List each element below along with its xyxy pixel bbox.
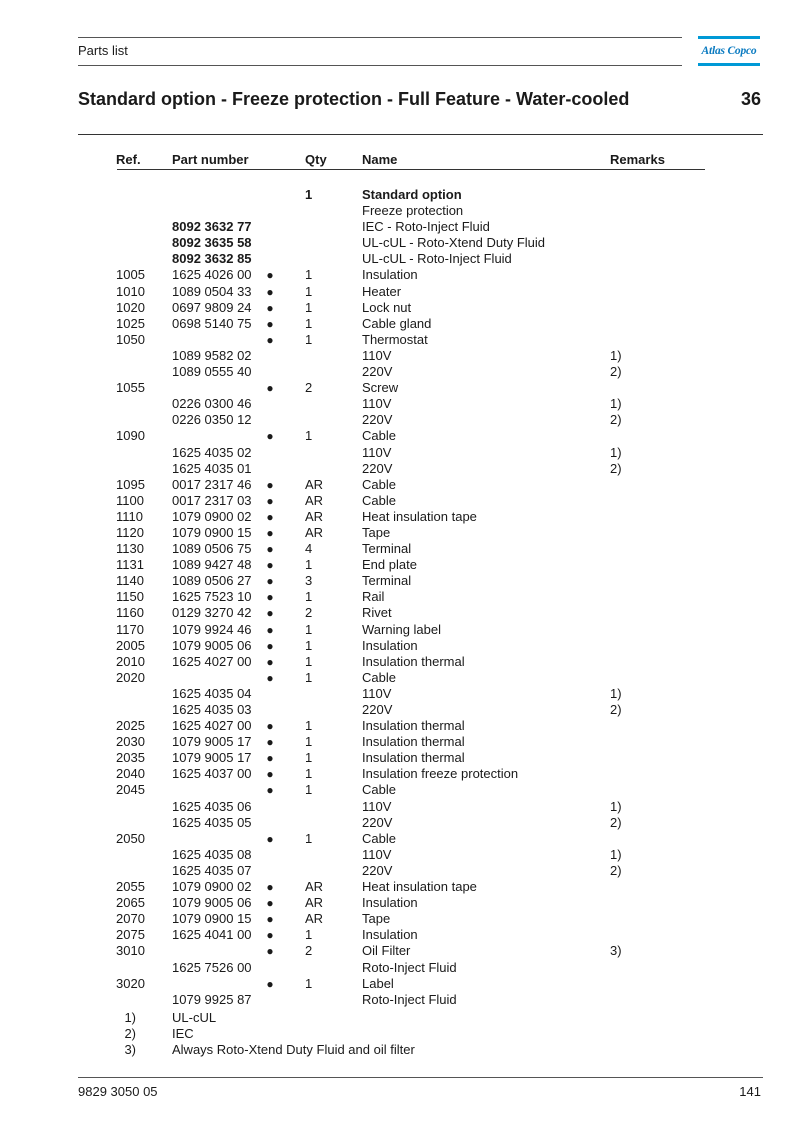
bullet-icon: ● [266, 300, 274, 315]
qty-cell: 1 [305, 750, 313, 766]
qty-cell: 1 [305, 653, 313, 669]
part-number-cell: 0226 0300 46 [172, 396, 252, 412]
name-cell: 110V [362, 444, 392, 460]
name-cell: 110V [362, 798, 392, 814]
bullet-icon: ● [266, 525, 274, 540]
bullet-icon: ● [266, 622, 274, 637]
name-cell: IEC - Roto-Inject Fluid [362, 219, 490, 235]
name-cell: Tape [362, 524, 391, 540]
ref-cell: 1130 [116, 541, 144, 557]
part-number-cell: 1079 9005 17 [172, 734, 252, 750]
qty-cell: 1 [305, 589, 313, 605]
footnote [0, 1026, 800, 1042]
name-cell: Insulation thermal [362, 653, 465, 669]
name-cell: Screw [362, 380, 399, 396]
name-cell: Insulation thermal [362, 718, 465, 734]
remarks-cell: 2) [610, 460, 622, 476]
qty-cell: AR [305, 524, 324, 540]
part-number-cell: 1079 9005 17 [172, 750, 252, 766]
bullet-icon: ● [266, 268, 274, 283]
table-row [0, 992, 800, 1008]
name-cell: Insulation thermal [362, 750, 465, 766]
name-cell: Insulation freeze protection [362, 766, 519, 782]
name-cell: Cable [362, 492, 396, 508]
table-row [0, 332, 800, 348]
table-row [0, 960, 800, 976]
col-header-qty: Qty [305, 152, 327, 167]
col-header-part-number: Part number [172, 152, 249, 167]
footnote-mark: 1) [124, 1010, 136, 1025]
bullet-icon: ● [266, 735, 274, 750]
name-cell: UL-cUL - Roto-Inject Fluid [362, 251, 512, 267]
table-row [0, 541, 800, 557]
table-row [0, 879, 800, 895]
table-row [0, 348, 800, 364]
ref-cell: 1005 [116, 267, 145, 283]
name-cell: Insulation [362, 637, 418, 653]
bullet-icon: ● [266, 896, 274, 911]
part-number-cell: 0226 0350 12 [172, 412, 252, 428]
remarks-cell: 1) [610, 444, 622, 460]
qty-cell: AR [305, 911, 324, 927]
col-header-remarks: Remarks [610, 152, 665, 167]
ref-cell: 2070 [116, 911, 145, 927]
part-number-cell: 1625 4035 07 [172, 862, 252, 878]
qty-cell: 1 [305, 428, 313, 444]
ref-cell: 1055 [116, 380, 145, 396]
part-number-cell: 1079 9005 06 [172, 637, 252, 653]
part-number-cell: 1625 7523 10 [172, 589, 252, 605]
table-row [0, 815, 800, 831]
bullet-icon: ● [266, 590, 274, 605]
part-number-cell: 8092 3632 85 [172, 251, 252, 267]
bullet-icon: ● [266, 509, 274, 524]
qty-cell: 4 [305, 541, 313, 557]
qty-cell: 2 [305, 380, 313, 396]
table-row [0, 509, 800, 525]
table-row [0, 187, 800, 203]
table-row [0, 686, 800, 702]
footnotes [0, 1010, 800, 1058]
table-row [0, 782, 800, 798]
part-number-cell: 1625 7526 00 [172, 959, 252, 975]
part-number-cell: 1625 4035 03 [172, 702, 252, 717]
name-cell: Standard option [362, 187, 462, 202]
ref-cell: 2020 [116, 669, 145, 685]
name-cell: 110V [362, 396, 392, 412]
name-cell: Insulation [362, 895, 418, 911]
table-row [0, 766, 800, 782]
remarks-cell: 2) [610, 702, 622, 717]
logo-bottom-bar [698, 63, 760, 66]
remarks-cell: 1) [610, 347, 622, 363]
qty-cell: 1 [305, 782, 313, 798]
bullet-icon: ● [266, 477, 274, 492]
ref-cell: 3010 [116, 943, 145, 959]
table-header-rule [117, 169, 705, 170]
table-row [0, 750, 800, 766]
footnote-mark: 3) [124, 1042, 136, 1058]
qty-cell: 1 [305, 331, 313, 347]
bullet-icon: ● [266, 944, 274, 959]
bullet-icon: ● [266, 719, 274, 734]
table-row [0, 927, 800, 943]
ref-cell: 1150 [116, 589, 144, 605]
part-number-cell: 0017 2317 46 [172, 476, 252, 492]
part-number-cell: 1625 4035 04 [172, 685, 252, 701]
name-cell: Lock nut [362, 299, 412, 315]
name-cell: Terminal [362, 541, 412, 557]
ref-cell: 1170 [116, 621, 144, 637]
name-cell: Rivet [362, 605, 392, 621]
part-number-cell: 1079 0900 15 [172, 524, 252, 540]
part-number-cell: 1079 0900 02 [172, 879, 252, 895]
table-row [0, 589, 800, 605]
table-row [0, 219, 800, 235]
qty-cell: 1 [305, 927, 313, 943]
table-row [0, 396, 800, 412]
remarks-cell: 1) [610, 396, 622, 412]
remarks-cell: 1) [610, 798, 622, 814]
bullet-icon: ● [266, 542, 274, 557]
name-cell: 110V [362, 685, 392, 701]
part-number-cell: 8092 3632 77 [172, 219, 252, 235]
ref-cell: 1140 [116, 573, 144, 589]
bullet-icon: ● [266, 654, 274, 669]
bullet-icon: ● [266, 670, 274, 685]
name-cell: Heater [362, 283, 402, 299]
bullet-icon: ● [266, 332, 274, 347]
qty-cell: 1 [305, 315, 313, 331]
table-row [0, 493, 800, 509]
table-row [0, 831, 800, 847]
name-cell: Cable [362, 782, 396, 798]
name-cell: Tape [362, 911, 391, 927]
qty-cell: 1 [305, 669, 313, 685]
atlas-copco-logo [698, 36, 760, 66]
table-row [0, 799, 800, 815]
page-number: 141 [739, 1084, 761, 1099]
table-row [0, 702, 800, 718]
part-number-cell: 1079 0900 02 [172, 508, 252, 524]
qty-cell: 1 [305, 283, 313, 299]
name-cell: Rail [362, 589, 385, 605]
part-number-cell: 1625 4035 06 [172, 798, 252, 814]
table-row [0, 573, 800, 589]
bullet-icon: ● [266, 912, 274, 927]
qty-cell: 1 [305, 557, 313, 573]
footnote-text: UL-cUL [172, 1010, 217, 1025]
table-row [0, 557, 800, 573]
name-cell: Roto-Inject Fluid [362, 959, 457, 975]
part-number-cell: 1625 4035 01 [172, 460, 252, 476]
part-number-cell: 0697 9809 24 [172, 299, 252, 315]
table-row [0, 734, 800, 750]
qty-cell: 1 [305, 267, 313, 283]
bullet-icon: ● [266, 638, 274, 653]
name-cell: Cable [362, 476, 396, 492]
name-cell: End plate [362, 557, 417, 573]
table-row [0, 622, 800, 638]
bullet-icon: ● [266, 429, 274, 444]
ref-cell: 2035 [116, 750, 145, 766]
ref-cell: 1120 [116, 524, 144, 540]
table-row [0, 525, 800, 541]
qty-cell: 2 [305, 605, 313, 621]
ref-cell: 1160 [116, 605, 144, 621]
name-cell: Terminal [362, 573, 412, 589]
remarks-cell: 1) [610, 846, 622, 862]
footnote [0, 1010, 800, 1026]
ref-cell: 2040 [116, 766, 145, 782]
name-cell: Insulation [362, 267, 418, 283]
qty-cell: AR [305, 879, 324, 895]
ref-cell: 3020 [116, 975, 145, 991]
section-label: Parts list [78, 43, 128, 58]
ref-cell: 2065 [116, 895, 145, 911]
bullet-icon: ● [266, 928, 274, 943]
ref-cell: 1090 [116, 428, 145, 444]
document-number: 9829 3050 05 [78, 1084, 158, 1099]
name-cell: Warning label [362, 621, 442, 637]
table-row [0, 251, 800, 267]
part-number-cell: 1625 4037 00 [172, 766, 252, 782]
ref-cell: 1131 [116, 557, 144, 573]
part-number-cell: 1089 0506 75 [172, 541, 252, 557]
qty-cell: 1 [305, 621, 313, 637]
name-cell: 220V [362, 702, 393, 717]
bullet-icon: ● [266, 381, 274, 396]
name-cell: Cable [362, 669, 396, 685]
part-number-cell: 1625 4035 05 [172, 814, 252, 830]
remarks-cell: 2) [610, 862, 622, 878]
part-number-cell: 1625 4041 00 [172, 927, 252, 943]
name-cell: Oil Filter [362, 943, 411, 959]
table-row [0, 267, 800, 283]
table-row [0, 670, 800, 686]
ref-cell: 1050 [116, 331, 145, 347]
table-row [0, 445, 800, 461]
part-number-cell: 1089 0506 27 [172, 573, 252, 589]
name-cell: 220V [362, 412, 393, 428]
table-row [0, 316, 800, 332]
bullet-icon: ● [266, 493, 274, 508]
qty-cell: AR [305, 492, 324, 508]
footnote [0, 1042, 800, 1058]
part-number-cell: 1089 0504 33 [172, 283, 252, 299]
part-number-cell: 1625 4035 08 [172, 846, 252, 862]
remarks-cell: 1) [610, 685, 622, 701]
table-row [0, 911, 800, 927]
ref-cell: 2075 [116, 927, 145, 943]
name-cell: UL-cUL - Roto-Xtend Duty Fluid [362, 235, 546, 251]
name-cell: Insulation thermal [362, 734, 465, 750]
bullet-icon: ● [266, 880, 274, 895]
bullet-icon: ● [266, 316, 274, 331]
name-cell: 110V [362, 846, 392, 862]
table-row [0, 943, 800, 959]
part-number-cell: 1079 9925 87 [172, 991, 252, 1007]
qty-cell: AR [305, 476, 324, 492]
part-number-cell: 0017 2317 03 [172, 492, 252, 508]
bullet-icon: ● [266, 767, 274, 782]
bullet-icon: ● [266, 574, 274, 589]
qty-cell: AR [305, 508, 324, 524]
title-rule [78, 134, 763, 135]
part-number-cell: 1625 4027 00 [172, 718, 252, 734]
name-cell: 220V [362, 364, 393, 380]
name-cell: 220V [362, 862, 393, 878]
qty-cell: 1 [305, 299, 313, 315]
name-cell: Thermostat [362, 331, 428, 347]
footnote-text: IEC [172, 1026, 194, 1042]
part-number-cell: 1625 4027 00 [172, 653, 252, 669]
parts-table-body [0, 187, 800, 1008]
ref-cell: 2045 [116, 782, 145, 798]
table-row [0, 364, 800, 380]
name-cell: Cable gland [362, 315, 432, 331]
bullet-icon: ● [266, 831, 274, 846]
table-row [0, 976, 800, 992]
ref-cell: 1020 [116, 299, 145, 315]
table-row [0, 428, 800, 444]
qty-cell: 3 [305, 573, 313, 589]
qty-cell: AR [305, 895, 324, 911]
table-row [0, 380, 800, 396]
qty-cell: 1 [305, 187, 313, 202]
ref-cell: 1025 [116, 315, 145, 331]
name-cell: Heat insulation tape [362, 879, 477, 895]
footnote-mark: 2) [124, 1026, 136, 1042]
qty-cell: 1 [305, 830, 313, 846]
part-number-cell: 8092 3635 58 [172, 235, 252, 251]
bullet-icon: ● [266, 976, 274, 991]
part-number-cell: 1089 0555 40 [172, 364, 252, 380]
bullet-icon: ● [266, 606, 274, 621]
ref-cell: 1110 [116, 508, 143, 524]
table-row [0, 654, 800, 670]
qty-cell: 1 [305, 975, 313, 991]
header-top-rule [78, 37, 682, 38]
table-row [0, 412, 800, 428]
table-row [0, 638, 800, 654]
footer-rule [78, 1077, 763, 1078]
table-row [0, 235, 800, 251]
bullet-icon: ● [266, 558, 274, 573]
bullet-icon: ● [266, 783, 274, 798]
ref-cell: 2010 [116, 653, 145, 669]
qty-cell: 1 [305, 718, 313, 734]
bullet-icon: ● [266, 284, 274, 299]
col-header-ref: Ref. [116, 152, 141, 167]
ref-cell: 1095 [116, 476, 145, 492]
section-number: 36 [740, 89, 761, 109]
name-cell: Cable [362, 830, 396, 846]
ref-cell: 2050 [116, 830, 145, 846]
qty-cell: 1 [305, 637, 313, 653]
part-number-cell: 0129 3270 42 [172, 605, 252, 621]
logo-text: Atlas Copco [701, 45, 757, 57]
table-row [0, 284, 800, 300]
part-number-cell: 1089 9427 48 [172, 557, 252, 573]
remarks-cell: 3) [610, 943, 622, 959]
table-row [0, 477, 800, 493]
part-number-cell: 1079 9005 06 [172, 895, 252, 911]
remarks-cell: 2) [610, 814, 622, 830]
ref-cell: 2025 [116, 718, 145, 734]
name-cell: 220V [362, 460, 393, 476]
table-row [0, 300, 800, 316]
page-title: Standard option - Freeze protection - Full Feature - Water-cooled [78, 89, 630, 109]
table-row [0, 863, 800, 879]
remarks-cell: 2) [610, 412, 622, 428]
part-number-cell: 0698 5140 75 [172, 315, 252, 331]
ref-cell: 1100 [116, 492, 144, 508]
name-cell: Roto-Inject Fluid [362, 991, 457, 1007]
part-number-cell: 1089 9582 02 [172, 347, 252, 363]
bullet-icon: ● [266, 751, 274, 766]
table-row [0, 203, 800, 219]
part-number-cell: 1625 4026 00 [172, 267, 252, 283]
name-cell: 110V [362, 347, 392, 363]
qty-cell: 1 [305, 734, 313, 750]
name-cell: 220V [362, 814, 393, 830]
col-header-name: Name [362, 152, 398, 167]
remarks-cell: 2) [610, 364, 622, 380]
qty-cell: 2 [305, 943, 313, 959]
name-cell: Freeze protection [362, 203, 464, 219]
name-cell: Heat insulation tape [362, 508, 477, 524]
part-number-cell: 1079 9924 46 [172, 621, 252, 637]
table-row [0, 718, 800, 734]
ref-cell: 2030 [116, 734, 145, 750]
table-row [0, 847, 800, 863]
name-cell: Cable [362, 428, 396, 444]
ref-cell: 1010 [116, 283, 145, 299]
footnote-text: Always Roto-Xtend Duty Fluid and oil filter [172, 1042, 415, 1058]
part-number-cell: 1625 4035 02 [172, 444, 252, 460]
table-row [0, 605, 800, 621]
table-row [0, 895, 800, 911]
ref-cell: 2055 [116, 879, 145, 895]
name-cell: Label [362, 975, 394, 991]
part-number-cell: 1079 0900 15 [172, 911, 252, 927]
ref-cell: 2005 [116, 637, 145, 653]
qty-cell: 1 [305, 766, 313, 782]
header-bottom-rule [78, 65, 682, 66]
table-row [0, 461, 800, 477]
name-cell: Insulation [362, 927, 418, 943]
